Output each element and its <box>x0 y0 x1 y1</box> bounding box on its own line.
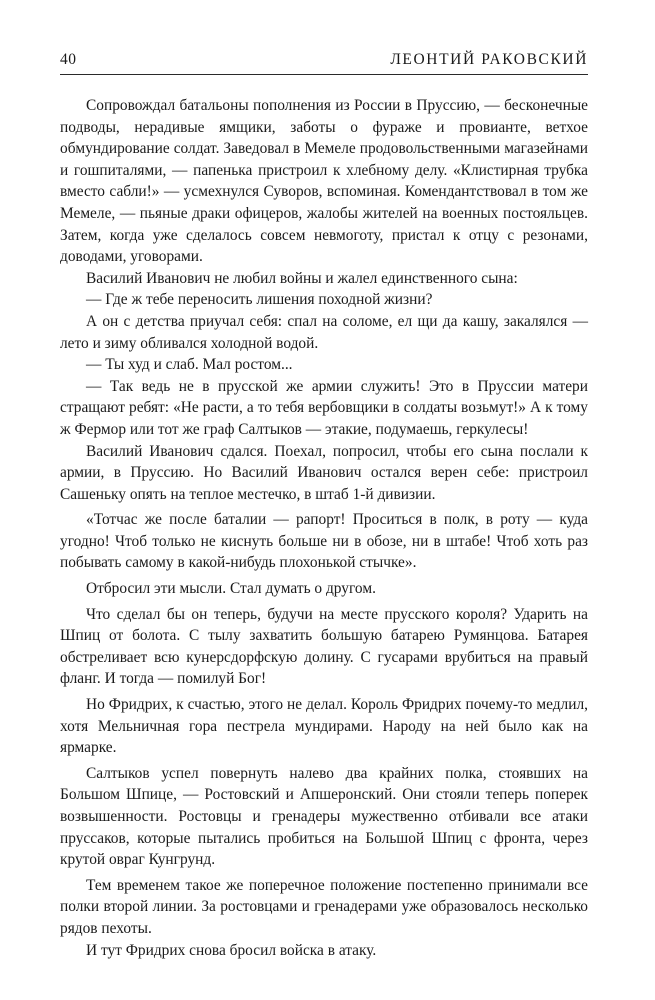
body-text <box>60 95 588 961</box>
paragraph: А он с детства приучал себя: спал на соломе, ел щи да кашу, закалялся — лето и зиму обливался холодной водой. <box>60 312 588 352</box>
paragraph: Но Фридрих, к счастью, этого не делал. Король Фридрих почему-то медлил, хотя Мельничная гора пестрела мундирами. Народу на ней было как на ярмарке. <box>60 696 588 757</box>
paragraph: — Где ж тебе переносить лишения походной жизни? <box>86 291 433 309</box>
page-header <box>60 50 588 75</box>
paragraph: — Ты худ и слаб. Мал ростом... <box>86 356 293 374</box>
book-page <box>60 50 588 961</box>
paragraph: Что сделал бы он теперь, будучи на месте прусского короля? Ударить на Шпиц от болота. С тылу захватить большую батарею Румянцова. Батарея обстреливает всю кунерсдорфскую долину. С гусарами врубиться на правый фланг. И тогда — помилуй Бог! <box>60 605 588 688</box>
paragraph: «Тотчас же после баталии — рапорт! Проситься в полк, в роту — куда угодно! Чтоб только не киснуть больше ни в обозе, ни в штабе! Чтоб хоть раз побывать самому в какой-нибудь плохонькой стычке». <box>60 511 588 572</box>
paragraph: Салтыков успел повернуть налево два крайних полка, стоявших на Большом Шпице, — Ростовский и Апшеронский. Они стояли теперь поперек возвышенности. Ростовцы и гренадеры мужественно отбивали все атаки пруссаков, которые пытались пробиться на Большой Шпиц с фронта, через крутой овраг Кунгрунд. <box>60 764 588 869</box>
paragraph: Тем временем такое же поперечное положение постепенно принимали все полки второй линии. За ростовцами и гренадерами уже образовалось несколько рядов пехоты. <box>60 876 588 937</box>
paragraph: Сопровождал батальоны пополнения из России в Пруссию, — бесконечные подводы, нерадивые ямщики, заботы о фураже и провианте, ветхое обмундирование солдат. Заведовал в Мемеле продовольственными магазейнами и гошпиталями, — папенька пристроил к хлебному делу. «Клистирная трубка вместо сабли!» — усмехнулся Суворов, вспоминая. Комендантствовал в том же Мемеле, — пьяные драки офицеров, жалобы жителей на военных постояльцев. Затем, когда уже сделалось совсем невмоготу, пристал к отцу с резонами, доводами, уговорами. <box>60 97 588 266</box>
paragraph: И тут Фридрих снова бросил войска в атаку. <box>86 941 377 959</box>
paragraph: Василий Иванович не любил войны и жалел единственного сына: <box>86 269 518 287</box>
running-title: ЛЕОНТИЙ РАКОВСКИЙ <box>390 51 588 68</box>
paragraph: Василий Иванович сдался. Поехал, попросил, чтобы его сына послали к армии, в Пруссию. Но Василий Иванович остался верен себе: пристроил Сашеньку опять на теплое местечко, в штаб 1-й дивизии. <box>60 442 588 503</box>
page-number: 40 <box>60 51 77 68</box>
paragraph: — Так ведь не в прусской же армии служить! Это в Пруссии матери стращают ребят: «Не расти, а то тебя вербовщики в солдаты возьмут!» А к тому ж Фермор или тот же граф Салтыков — этакие, подумаешь, геркулесы! <box>60 377 588 438</box>
paragraph: Отбросил эти мысли. Стал думать о другом. <box>86 580 376 598</box>
